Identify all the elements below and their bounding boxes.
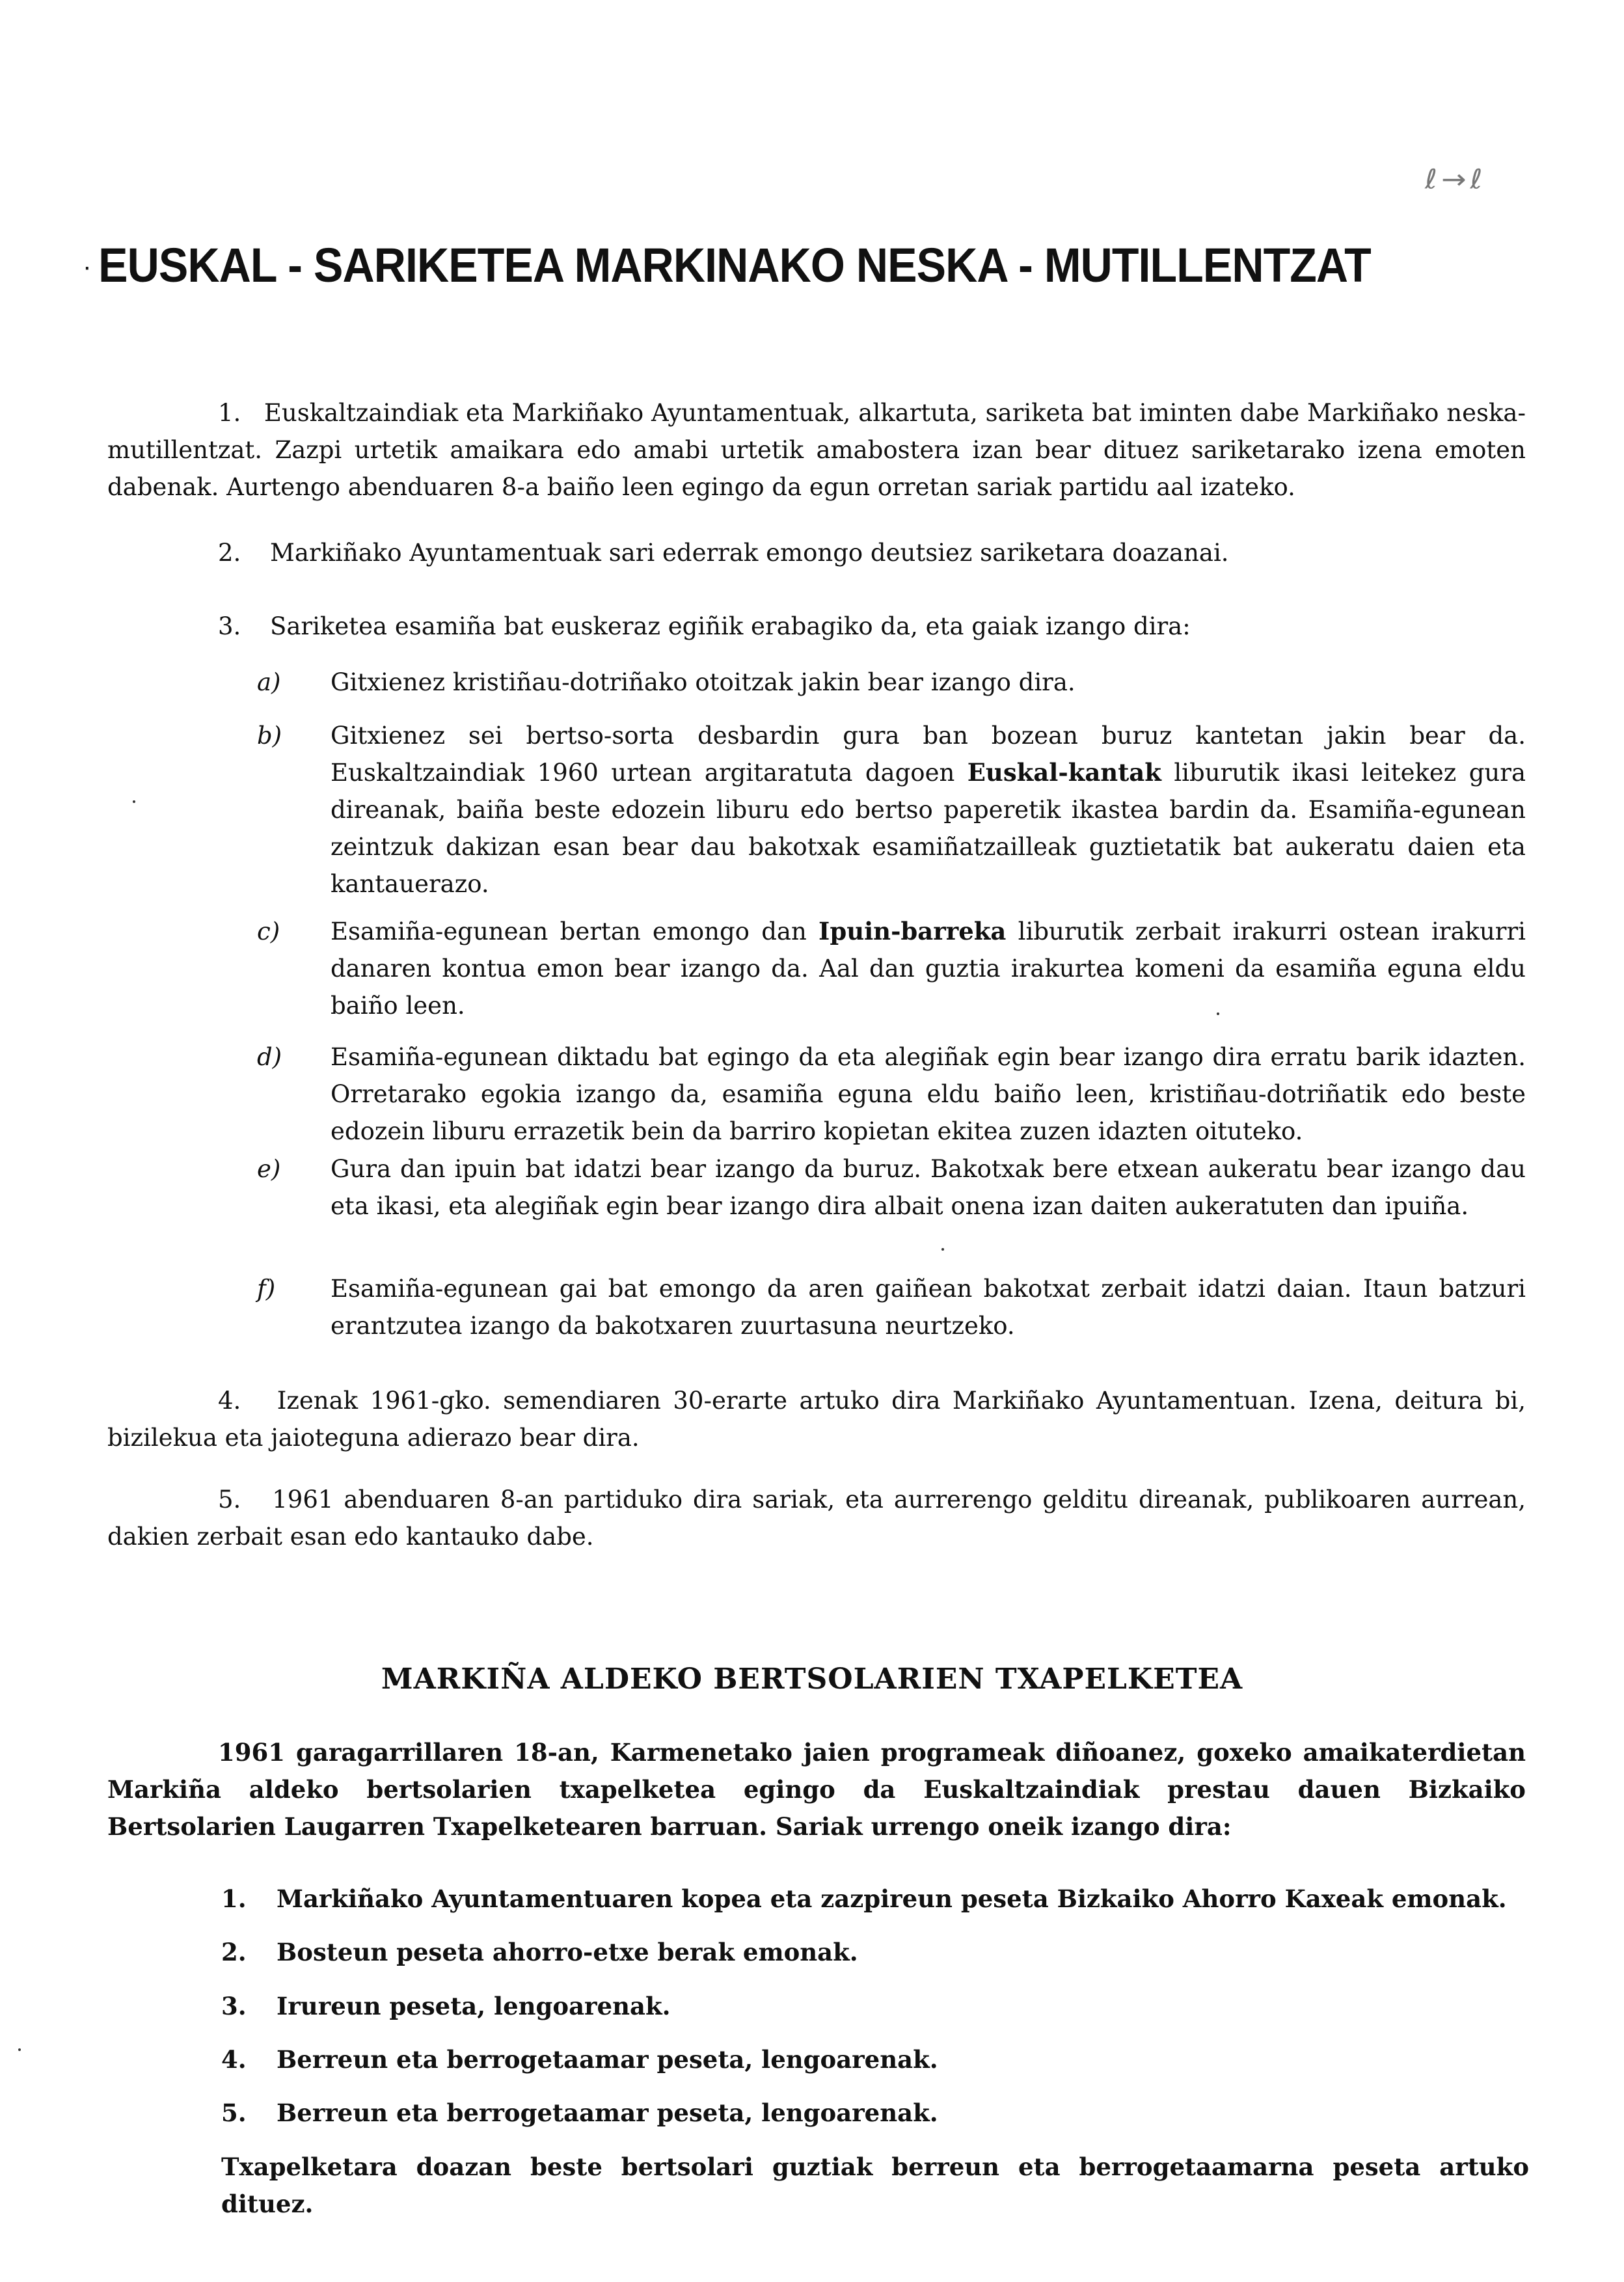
sub-item-e: [257, 1150, 1526, 1225]
prize-item: [221, 1881, 1529, 1918]
sub-item-text: Gitxienez kristiñau-dotriñako otoitzak jakin bear izango dira.: [331, 668, 1076, 696]
sub-item-letter: b): [257, 722, 282, 750]
prize-number: 1.: [221, 1884, 247, 1913]
rule-item-5: [107, 1481, 1526, 1555]
rule-number: 4.: [218, 1387, 241, 1415]
sub-item-a: [257, 664, 1526, 701]
competition-intro: 1961 garagarrillaren 18-an, Karmenetako jaien programeak diñoanez, goxeko amaikaterdietan Markiña aldeko bertsolarien txapelketea egingo da Euskaltzaindiak prestau dauen Bizkaiko Bertsolarien Laugarren Txapelketearen barruan. Sariak urrengo oneik izango dira:: [107, 1738, 1526, 1841]
sub-item-letter: f): [257, 1275, 276, 1303]
sub-item-text: Gura dan ipuin bat idatzi bear izango da buruz. Bakotxak bere etxean aukeratu bear izango dau eta ikasi, eta alegiñak egin bear izango dira albait onena izan daiten aukeratuten dan ipuiña.: [331, 1155, 1526, 1220]
sub-item-text-part: liburutik zerbait irakurri ostean irakurri danaren kontua emon bear izango da. Aal dan guztia irakurtea komeni da esamiña eguna eldu baiño leen.: [331, 917, 1526, 1020]
sub-item-text-part: Esamiña-egunean bertan emongo dan: [331, 917, 819, 945]
prize-text: Berreun eta berrogetaamar peseta, lengoarenak.: [277, 2099, 938, 2127]
scan-speck: [133, 800, 135, 803]
rule-text: Euskaltzaindiak eta Markiñako Ayuntamentuak, alkartuta, sariketa bat iminten dabe Markiñako neska-mutillentzat. Zazpi urtetik amaikara edo amabi urtetik amabostera izan bear dituez sariketarako izena emoten dabenak. Aurtengo abenduaren 8-a baiño leen egingo da egun orretan sariak partidu aal izateko.: [107, 399, 1526, 501]
sub-item-letter: d): [257, 1043, 282, 1071]
rule-text: 1961 abenduaren 8-an partiduko dira sariak, eta aurrerengo gelditu direanak, publikoaren aurrean, dakien zerbait esan edo kantauko dabe.: [107, 1486, 1526, 1551]
sub-item-text: [331, 717, 1526, 903]
sub-item-letter: a): [257, 668, 281, 696]
sub-item-f: [257, 1270, 1526, 1344]
prize-text: Bosteun peseta ahorro-etxe berak emonak.: [277, 1938, 858, 1966]
prize-item: [221, 1988, 1529, 2025]
rule-number: 1.: [218, 399, 241, 427]
rule-item-2: [218, 534, 1526, 571]
sub-item-c: [257, 913, 1526, 1024]
book-title-euskal-kantak: Euskal-kantak: [967, 758, 1161, 787]
section-title: MARKIÑA ALDEKO BERTSOLARIEN TXAPELKETEA: [381, 1663, 1243, 1696]
sub-item-d: [257, 1039, 1526, 1150]
scan-speck: [18, 2048, 21, 2051]
rule-text: Sariketea esamiña bat euskeraz egiñik erabagiko da, eta gaiak izango dira:: [270, 612, 1191, 640]
scan-speck: [941, 1248, 944, 1251]
rule-number: 3.: [218, 612, 241, 640]
prize-item: [221, 2095, 1529, 2132]
margin-mark: ·: [85, 258, 90, 280]
prize-number: 4.: [221, 2045, 247, 2074]
rule-item-4: [107, 1382, 1526, 1456]
document-title-text: EUSKAL - SARIKETEA MARKINAKO NESKA - MUTILLENTZAT: [98, 238, 1371, 292]
rule-text: Izenak 1961-gko. semendiaren 30-erarte artuko dira Markiñako Ayuntamentuan. Izena, deitura bi, bizilekua eta jaioteguna adierazo bear dira.: [107, 1387, 1526, 1452]
scan-speck: [1217, 1012, 1219, 1015]
sub-item-text: Esamiña-egunean gai bat emongo da aren gaiñean bakotxat zerbait idatzi daian. Itaun batzuri erantzutea izango da bakotxaren zuurtasuna neurtzeko.: [331, 1275, 1526, 1340]
rule-item-1: [107, 394, 1526, 506]
prize-number: 3.: [221, 1992, 247, 2020]
sub-item-letter: c): [257, 917, 280, 945]
sub-item-text-part: liburutik ikasi leitekez gura direanak, baiña beste edozein liburu edo bertso paperetik ikastea bardin da. Esamiña-egunean zeintzuk dakizan esan bear dau bakotxak esamiñatzailleak guztietatik bat aukeratu daien eta kantauerazo.: [331, 759, 1526, 898]
rule-text: Markiñako Ayuntamentuak sari ederrak emongo deutsiez sariketara doazanai.: [270, 539, 1229, 567]
prize-text: Markiñako Ayuntamentuaren kopea eta zazpireun peseta Bizkaiko Ahorro Kaxeak emonak.: [277, 1884, 1507, 1913]
sub-item-text: [331, 913, 1526, 1024]
prize-text: Irureun peseta, lengoarenak.: [277, 1992, 671, 2020]
competition-closing: Txapelketara doazan beste bertsolari guztiak berreun eta berrogetaamarna peseta artuko dituez.: [221, 2153, 1529, 2218]
book-title-ipuin-barreka: Ipuin-barreka: [819, 917, 1007, 945]
sub-item-text: Esamiña-egunean diktadu bat egingo da eta alegiñak egin bear izango dira erratu barik idazten. Orretarako egokia izango da, esamiña eguna eldu baiño leen, kristiñau-dotriñatik edo beste edozein liburu errazetik bein da barriro kopietan ekitea zuzen idazten oituteko.: [331, 1043, 1526, 1145]
rule-number: 2.: [218, 539, 241, 567]
rule-number: 5.: [218, 1486, 241, 1514]
prize-text: Berreun eta berrogetaamar peseta, lengoarenak.: [277, 2045, 938, 2074]
sub-item-text-part: Gitxienez sei bertso-sorta desbardin gura ban bozean buruz kantetan jakin bear da. Euskaltzaindiak 1960 urtean argitaratuta dagoen: [331, 722, 1526, 787]
prize-number: 5.: [221, 2099, 247, 2127]
rule-item-3: [218, 608, 1526, 645]
sub-item-b: [257, 717, 1526, 903]
sub-item-letter: e): [257, 1155, 281, 1183]
prize-number: 2.: [221, 1938, 247, 1966]
prize-item: [221, 1934, 1529, 1971]
prize-item: [221, 2041, 1529, 2078]
document-title: [85, 238, 1437, 293]
handwritten-page-note: ℓ→ℓ: [1425, 163, 1487, 195]
